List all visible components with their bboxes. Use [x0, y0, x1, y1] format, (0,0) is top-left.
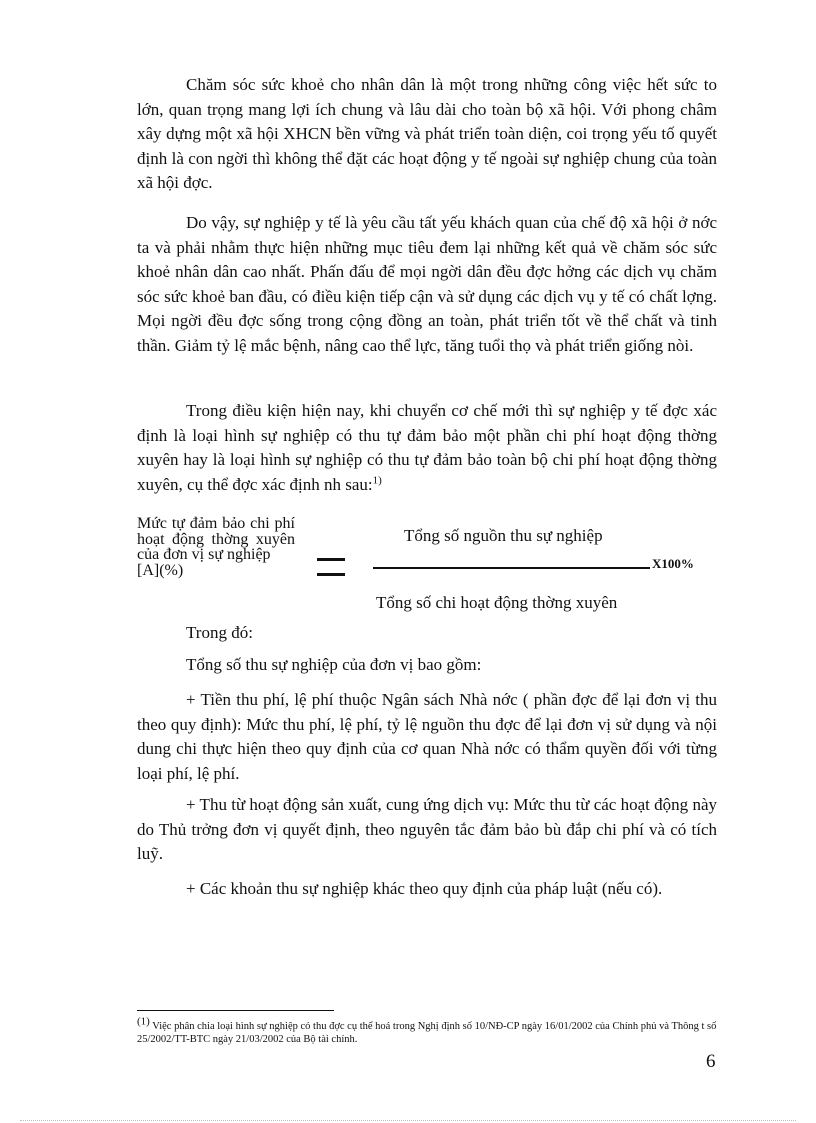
footnote-reference: 1): [372, 473, 382, 486]
revenue-intro: Tổng số thu sự nghiệp của đơn vị bao gồm:: [186, 655, 482, 674]
page-edge-dotted-line: [20, 1120, 796, 1121]
formula-label-symbol: [A](%): [137, 561, 184, 579]
equals-sign-bottom: [317, 573, 345, 576]
formula-denominator: Tổng số chi hoạt động thờng xuyên: [376, 593, 618, 612]
formula-label: [137, 516, 295, 578]
formula-numerator: Tổng số nguồn thu sự nghiệp: [404, 526, 603, 545]
footnote: [137, 1015, 722, 1046]
trong-do-label: Trong đó:: [186, 623, 253, 642]
paragraph-1: Chăm sóc sức khoẻ cho nhân dân là một trong những công việc hết sức to lớn, quan trọng mang lợi ích chung và lâu dài cho toàn bộ xã hội. Với phong châm xây dựng một xã hội XHCN bền vững và phát triển toàn diện, coi trọng yếu tố quyết định là con ngời thì không thể đặt các hoạt động y tế ngoài sự nghiệp chung của toàn xã hội đợc.: [137, 75, 717, 192]
footnote-separator: [137, 1010, 334, 1011]
footnote-marker: (1): [137, 1015, 150, 1028]
footnote-text: Việc phân chia loại hình sự nghiệp có thu đợc cụ thể hoá trong Nghị định số 10/NĐ-CP ngày 16/01/2002 của Chính phủ và Thông t số 25/2002/TT-BTC ngày 21/03/2002 của Bộ tài chính.: [137, 1021, 717, 1045]
revenue-item-1: + Tiền thu phí, lệ phí thuộc Ngân sách Nhà nớc ( phần đợc để lại đơn vị thu theo quy định): Mức thu phí, lệ phí, tỷ lệ nguồn thu đợc để lại đơn vị sử dụng và nội dung chi thực hiện theo quy định của cơ quan Nhà nớc có thẩm quyền đối với từng loại phí, lệ phí.: [137, 690, 717, 783]
paragraph-2: Do vậy, sự nghiệp y tế là yêu cầu tất yếu khách quan của chế độ xã hội ở nớc ta và phải nhằm thực hiện những mục tiêu đem lại những kết quả về chăm sóc sức khoẻ nhân dân cao nhất. Phấn đấu để mọi ngời dân đều đợc hởng các dịch vụ chăm sóc sức khoẻ ban đầu, có điều kiện tiếp cận và sử dụng các dịch vụ y tế có chất lợng. Mọi ngời đều đợc sống trong cộng đồng an toàn, phát triển tốt về thể chất và tinh thần. Giảm tỷ lệ mắc bệnh, nâng cao thể lực, tăng tuổi thọ và phát triển giống nòi.: [137, 213, 717, 355]
formula-label-main: Mức tự đảm bảo chi phí hoạt động thờng xuyên của đơn vị sự nghiệp: [137, 515, 295, 563]
revenue-item-3: + Các khoản thu sự nghiệp khác theo quy định của pháp luật (nếu có).: [186, 879, 663, 898]
paragraph-3-text: Trong điều kiện hiện nay, khi chuyển cơ chế mới thì sự nghiệp y tế đợc xác định là loại hình sự nghiệp có thu tự đảm bảo một phần chi phí hoạt động thờng xuyên hay là loại hình sự nghiệp có thu tự đảm bảo toàn bộ chi phí hoạt động thờng xuyên, cụ thể đợc xác định nh sau:: [137, 401, 717, 494]
equals-sign-top: [317, 558, 345, 561]
paragraph-3: [137, 399, 717, 497]
page-number: 6: [706, 1051, 716, 1072]
fraction-line: [373, 567, 650, 569]
formula-factor: X100%: [652, 556, 694, 571]
revenue-item-2: + Thu từ hoạt động sản xuất, cung ứng dịch vụ: Mức thu từ các hoạt động này do Thủ trởng đơn vị quyết định, theo nguyên tắc đảm bảo bù đắp chi phí và có tích luỹ.: [137, 795, 717, 863]
